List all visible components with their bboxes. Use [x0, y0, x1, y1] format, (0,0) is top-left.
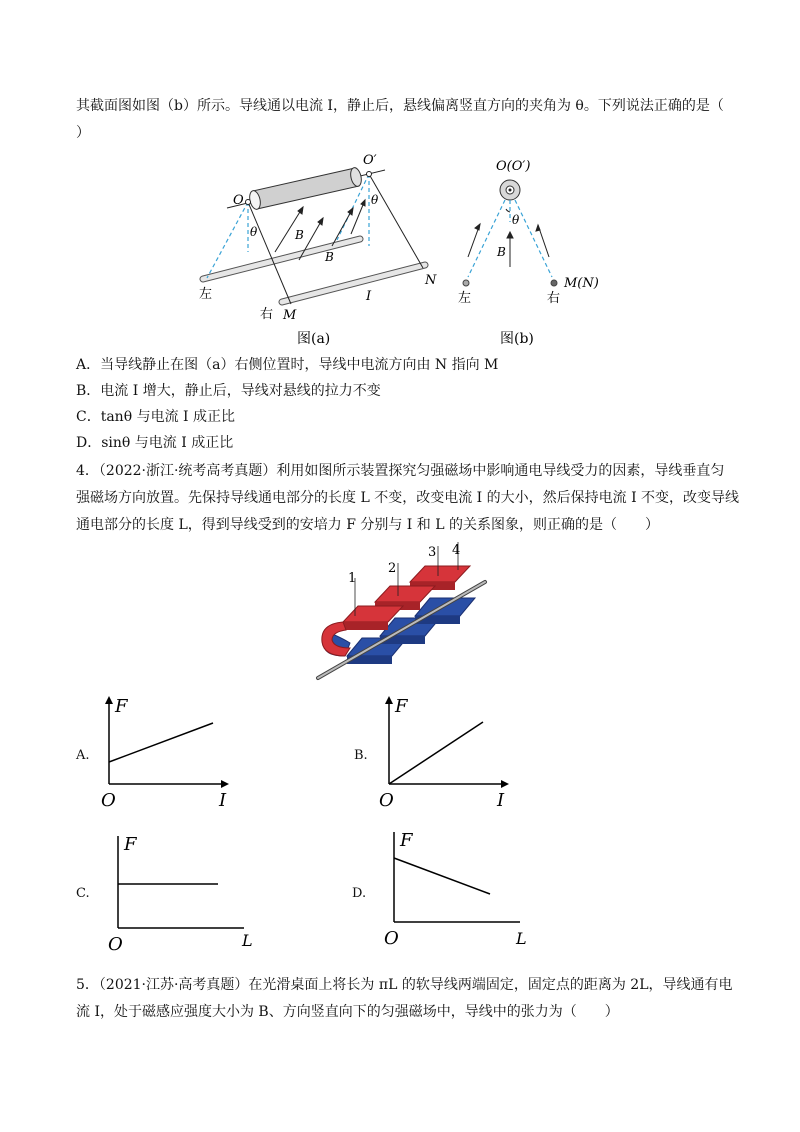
- fig-a-O: O: [233, 193, 244, 208]
- graph-b-option: B.: [354, 748, 368, 763]
- graph-a: [95, 692, 245, 812]
- fig-b-B: B: [497, 245, 506, 259]
- rail-right: [282, 265, 425, 302]
- graph-c-xlabel: L: [242, 931, 253, 950]
- fig-b-theta: θ: [512, 213, 520, 227]
- graph-c-ylabel: F: [124, 834, 137, 855]
- fig-a-N: N: [425, 273, 437, 288]
- fig-a-M: M: [283, 308, 297, 323]
- fig-a-caption: 图(a): [297, 331, 331, 347]
- rail-left: [203, 239, 360, 279]
- graph-d-xlabel: L: [516, 929, 527, 948]
- graph-d-ylabel: F: [400, 830, 413, 851]
- magnet-apparatus: [310, 538, 500, 683]
- fig-a-B2: B: [325, 250, 334, 264]
- fig-b-right: 右: [547, 291, 561, 306]
- graph-a-xlabel: I: [219, 790, 227, 811]
- magnet-label-3: 3: [428, 545, 437, 560]
- fig-b-left: 左: [458, 291, 472, 306]
- graph-c-origin: O: [108, 934, 123, 955]
- graph-c-option: C.: [76, 886, 90, 901]
- graph-d-origin: O: [384, 928, 399, 949]
- magnet-label-1: 1: [348, 571, 357, 586]
- fig-b-caption: 图(b): [500, 331, 534, 347]
- magnet-label-2: 2: [388, 561, 397, 576]
- q3-option-d: D．sinθ 与电流 I 成正比: [76, 435, 234, 451]
- graph-c: [104, 826, 264, 956]
- figure-b: [448, 152, 599, 348]
- q4-line2: 强磁场方向放置。先保持导线通电部分的长度 L 不变，改变电流 I 的大小，然后保持电流 I 不变，改变导线: [76, 490, 740, 506]
- graph-b-ylabel: F: [395, 696, 408, 717]
- graph-a-ylabel: F: [115, 696, 128, 717]
- figure-a: [195, 148, 445, 348]
- graph-a-option: A.: [76, 748, 90, 763]
- q3-option-b: B．电流 I 增大，静止后，导线对悬线的拉力不变: [76, 383, 381, 399]
- fig-b-MN: M(N): [564, 276, 599, 291]
- graph-a-origin: O: [101, 790, 116, 811]
- graph-b: [375, 692, 525, 812]
- q3-intro-line2: ）: [76, 125, 90, 141]
- q5-line1: 5．（2021·江苏·高考真题）在光滑桌面上将长为 πL 的软导线两端固定，固定点的距离为 2L，导线通有电: [76, 977, 733, 993]
- q3-option-c: C．tanθ 与电流 I 成正比: [76, 409, 236, 425]
- fig-a-I: I: [366, 289, 372, 304]
- q5-line2: 流 I，处于磁感应强度大小为 B、方向竖直向下的匀强磁场中，导线中的张力为（ ）: [76, 1004, 619, 1020]
- graph-d-option: D.: [352, 886, 367, 901]
- q4-line1: 4．（2022·浙江·统考高考真题）利用如图所示装置探究匀强磁场中影响通电导线受力的因素，导线垂直匀: [76, 463, 725, 479]
- q3-intro-line1: 其截面图如图（b）所示。导线通以电流 I，静止后，悬线偏离竖直方向的夹角为 θ。下列说法正确的是（: [76, 98, 724, 114]
- fig-a-theta-left: θ: [250, 225, 258, 239]
- q4-line3: 通电部分的长度 L，得到导线受到的安培力 F 分别与 I 和 L 的关系图象，则正确的是（ ）: [76, 517, 659, 533]
- cylinder-wire: [248, 167, 363, 211]
- magnet-label-4: 4: [452, 543, 461, 558]
- q3-option-a: A．当导线静止在图（a）右侧位置时，导线中电流方向由 N 指向 M: [76, 357, 499, 373]
- fig-a-left: 左: [199, 287, 213, 302]
- fig-a-right: 右: [260, 307, 274, 322]
- graph-b-origin: O: [379, 790, 394, 811]
- graph-b-xlabel: I: [497, 790, 505, 811]
- graph-d: [380, 822, 540, 952]
- fig-a-theta-right: θ: [371, 193, 379, 207]
- fig-a-B1: B: [295, 228, 304, 242]
- fig-a-O-prime: O′: [363, 153, 377, 168]
- fig-b-OO: O(O′): [496, 159, 531, 174]
